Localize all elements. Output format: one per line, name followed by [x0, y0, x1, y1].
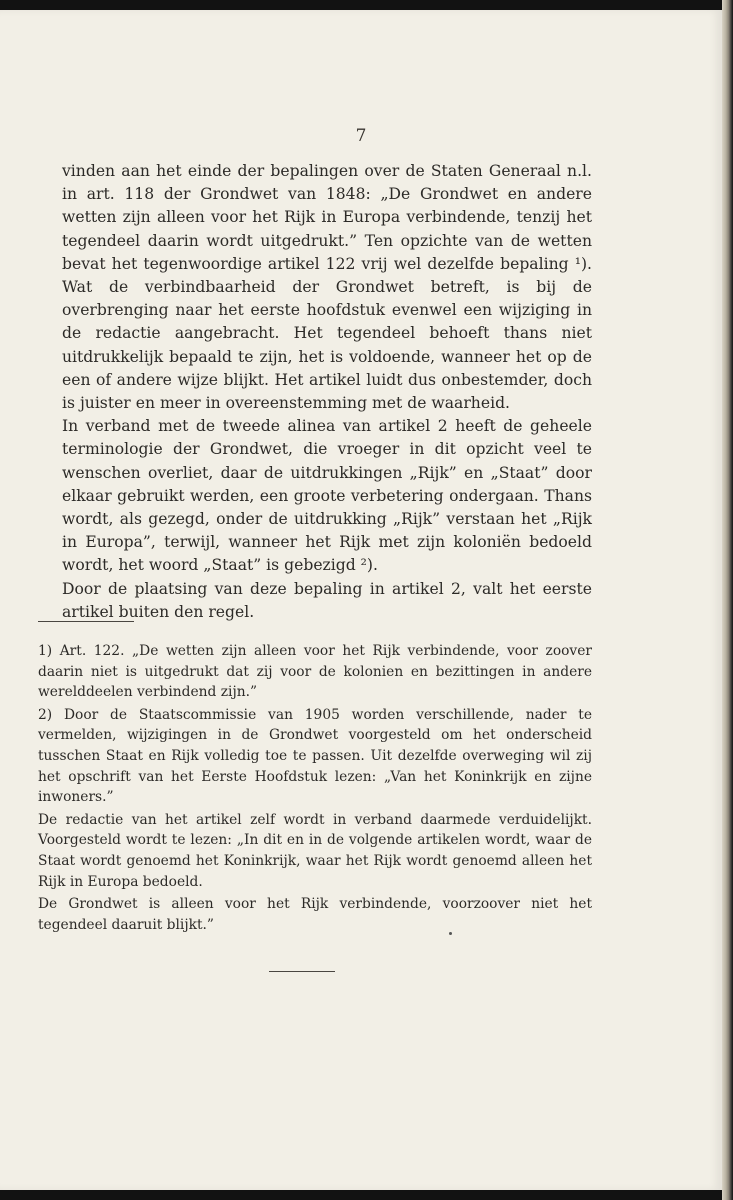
end-rule: [269, 971, 335, 972]
footnote-1: 1) Art. 122. „De wetten zijn alleen voor het Rijk verbindende, voor zoover daarin niet is uitgedrukt dat zij voor de kolonien en bezittingen in andere werelddeelen verbindend zijn.”: [38, 643, 592, 701]
body-paragraph-3: Door de plaatsing van deze bepaling in artikel 2, valt het eerste artikel buiten den regel.: [62, 579, 592, 621]
page-number: 7: [355, 126, 367, 146]
book-page: [0, 10, 722, 1190]
footnote-2-quote-end: De Grondwet is alleen voor het Rijk verbindende, voorzoover niet het tegendeel daaruit blijkt.”: [38, 896, 592, 933]
footnotes: [38, 641, 592, 937]
footnote-2-continued: De redactie van het artikel zelf wordt in verband daarmede verduidelijkt. Voorgesteld wordt te lezen: „In dit en in de volgende artikelen wordt, waar de Staat wordt genoemd het Koninkrijk, waar het Rijk wordt genoemd alleen het Rijk in Europa bedoeld.: [38, 811, 592, 890]
footnote-separator: [38, 621, 134, 622]
ink-speck: [449, 932, 452, 935]
page-edge-shadow: [722, 0, 733, 1200]
main-text: [62, 160, 592, 624]
footnote-2: 2) Door de Staatscommissie van 1905 worden verschillende, nader te vermelden, wijzigingen in de Grondwet voorgesteld om het onderscheid tusschen Staat en Rijk volledig toe te passen. Uit dezelfde overweging wil zij het opschrift van het Eerste Hoofdstuk lezen: „Van het Koninkrijk en zijne inwoners.”: [38, 706, 592, 806]
body-paragraph-1: vinden aan het einde der bepalingen over de Staten Generaal n.l. in art. 118 der Grondwet van 1848: „De Grondwet en andere wetten zijn alleen voor het Rijk in Europa verbindende, tenzij het tegendeel daarin wordt uitgedrukt.” Ten opzichte van de wetten bevat het tegenwoordige artikel 122 vrij wel dezelfde bepaling ¹). Wat de verbindbaarheid der Grondwet betreft, is bij de overbrenging naar het eerste hoofdstuk evenwel een wijziging in de redactie aangebracht. Het tegendeel behoeft thans niet uitdrukkelijk bepaald te zijn, het is voldoende, wanneer het op de een of andere wijze blijkt. Het artikel luidt dus onbestemder, doch is juister en meer in overeenstemming met de waarheid.: [62, 162, 592, 413]
body-paragraph-2: In verband met de tweede alinea van artikel 2 heeft de geheele terminologie der Grondwet, die vroeger in dit opzicht veel te wenschen overliet, daar de uitdrukkingen „Rijk” en „Staat” door elkaar gebruikt werden, een groote verbetering ondergaan. Thans wordt, als gezegd, onder de uitdrukking „Rijk” verstaan het „Rijk in Europa”, terwijl, wanneer het Rijk met zijn koloniën bedoeld wordt, het woord „Staat” is gebezigd ²).: [62, 417, 592, 575]
